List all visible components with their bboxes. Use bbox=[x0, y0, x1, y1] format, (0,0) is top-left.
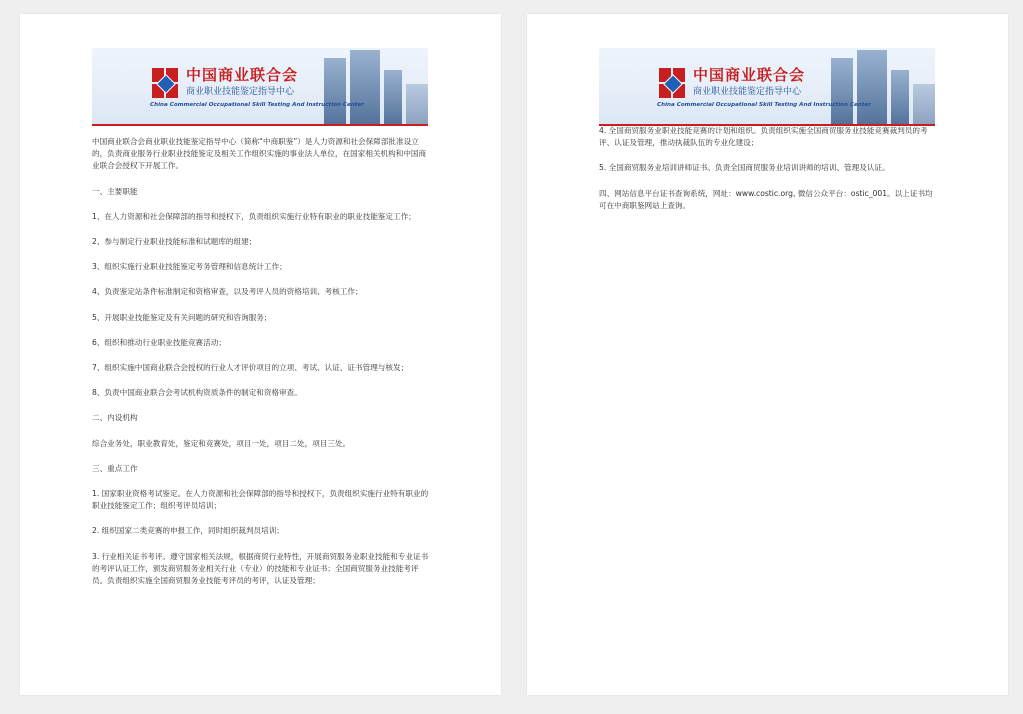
center-name: 商业职业技能鉴定指导中心 bbox=[693, 87, 802, 97]
paragraph: 综合业务处，职业教育处，鉴定和竞赛处，项目一处，项目二处，项目三处。 bbox=[92, 438, 351, 448]
list-item: 4、负责鉴定站条件标准制定和资格审查，以及考评人员的资格培训、考核工作； bbox=[92, 287, 363, 297]
list-item: 3. 行业相关证书考评。遵守国家相关法规，根据商贸行业特性，开展商贸服务业职业技能和专业证书的考评认证工作，颁发商贸服务业相关行业（专业）的技能和专业证书；全国商贸服务业技能考评员。负责组织实施全国商贸服务业技能考评员的考评，认证及管理； bbox=[92, 551, 429, 586]
page-2-body bbox=[599, 125, 939, 225]
org-logo-icon bbox=[152, 68, 178, 98]
paragraph: 中国商业联合会商业职业技能鉴定指导中心（简称“中商职鉴”）是人力资源和社会保障部批准设立的，负责商业服务行业职业技能鉴定及相关工作组织实施的事业法人单位，在国家相关机构和中国商业联合会授权下开展工作。 bbox=[92, 137, 427, 171]
org-logo-icon bbox=[659, 68, 685, 98]
list-item: 8、负责中国商业联合会考试机构资质条件的制定和资格审查。 bbox=[92, 388, 302, 398]
section-heading: 三、重点工作 bbox=[92, 463, 138, 473]
english-name: China Commercial Occupational Skill Testing And Instruction Center bbox=[150, 102, 364, 108]
list-item: 1、在人力资源和社会保障部的指导和授权下，负责组织实施行业特有职业的职业技能鉴定工作； bbox=[92, 211, 416, 221]
org-name: 中国商业联合会 bbox=[186, 66, 299, 84]
list-item: 7、组织实施中国商业联合会授权的行业人才评价项目的立项、考试、认证、证书管理与核发； bbox=[92, 363, 409, 373]
page-1-body bbox=[92, 136, 432, 600]
header-banner bbox=[92, 48, 428, 126]
list-item: 5、开展职业技能鉴定及有关问题的研究和咨询服务； bbox=[92, 312, 272, 322]
english-name: China Commercial Occupational Skill Testing And Instruction Center bbox=[657, 102, 871, 108]
document-page-1 bbox=[20, 14, 501, 695]
list-item: 5. 全国商贸服务业培训讲师证书。负责全国商贸服务业培训讲师的培训、管理及认证。 bbox=[599, 163, 890, 173]
header-banner bbox=[599, 48, 935, 126]
document-page-2 bbox=[527, 14, 1008, 695]
list-item: 2、参与制定行业职业技能标准和试题库的组建； bbox=[92, 237, 257, 247]
section-heading: 一、主要职能 bbox=[92, 186, 138, 196]
center-name: 商业职业技能鉴定指导中心 bbox=[186, 87, 295, 97]
list-item: 3、组织实施行业职业技能鉴定考务管理和信息统计工作； bbox=[92, 262, 287, 272]
org-name: 中国商业联合会 bbox=[693, 66, 806, 84]
list-item: 1. 国家职业资格考试鉴定。在人力资源和社会保障部的指导和授权下，负责组织实施行业特有职业的职业技能鉴定工作；组织考评员培训； bbox=[92, 489, 429, 511]
paragraph: 四、网站信息平台证书查询系统，网址：www.costic.org, 微信公众平台：ostic_001。以上证书均可在中商职鉴网站上查询。 bbox=[599, 188, 933, 210]
section-heading: 二、内设机构 bbox=[92, 413, 138, 423]
list-item: 2. 组织国家二类竞赛的申报工作，同时组织裁判员培训； bbox=[92, 526, 284, 536]
list-item: 4. 全国商贸服务业职业技能竞赛的计划和组织。负责组织实施全国商贸服务业技能竞赛裁判员的考评、认证及管理，推动执裁队伍的专业化建设； bbox=[599, 126, 928, 148]
list-item: 6、组织和推动行业职业技能竞赛活动； bbox=[92, 337, 226, 347]
